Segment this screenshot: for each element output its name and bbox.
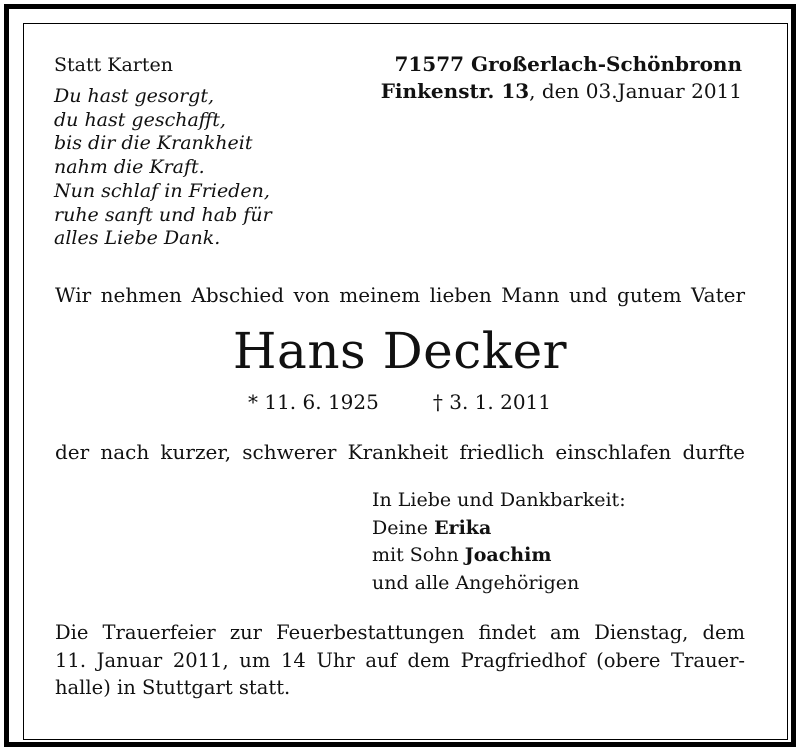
poem-line: ruhe sanft und hab für bbox=[54, 203, 272, 226]
address-block bbox=[381, 51, 742, 105]
address-date: , den 03.Januar 2011 bbox=[529, 79, 742, 103]
poem-line: Nun schlaf in Frieden, bbox=[54, 179, 270, 202]
signature-prefix: mit Sohn bbox=[372, 544, 465, 566]
statt-karten-label: Statt Karten bbox=[54, 54, 174, 76]
intro-text: Wir nehmen Abschied von meinem lieben Mann und gutem Vater bbox=[55, 283, 745, 307]
signature-block bbox=[372, 487, 626, 597]
poem-line: alles Liebe Dank. bbox=[54, 227, 221, 250]
passing-text: der nach kurzer, schwerer Krankheit friedlich einschlafen durfte bbox=[55, 440, 745, 464]
funeral-line: halle) in Stuttgart statt. bbox=[55, 676, 291, 699]
funeral-line: 11. Januar 2011, um 14 Uhr auf dem Pragfriedhof (obere Trauer- bbox=[55, 648, 745, 672]
signature-intro: In Liebe und Dankbarkeit: bbox=[372, 489, 626, 511]
funeral-line: Die Trauerfeier zur Feuerbestattungen findet am Dienstag, dem bbox=[55, 621, 745, 644]
address-city: 71577 Großerlach-Schönbronn bbox=[394, 52, 742, 76]
poem-line: du hast geschafft, bbox=[54, 108, 226, 131]
deceased-name: Hans Decker bbox=[232, 322, 568, 380]
signature-relatives: und alle Angehörigen bbox=[372, 571, 580, 594]
birth-date: * 11. 6. 1925 bbox=[248, 390, 379, 414]
signature-wife-name: Erika bbox=[434, 516, 492, 539]
funeral-info bbox=[55, 619, 745, 702]
poem-line: Du hast gesorgt, bbox=[54, 85, 215, 107]
life-dates bbox=[248, 390, 551, 414]
poem bbox=[54, 85, 272, 251]
death-date: † 3. 1. 2011 bbox=[432, 390, 551, 414]
signature-son-name: Joachim bbox=[464, 544, 552, 566]
poem-line: nahm die Kraft. bbox=[54, 156, 205, 179]
address-street: Finkenstr. 13 bbox=[380, 79, 530, 103]
poem-line: bis dir die Krankheit bbox=[54, 132, 253, 155]
signature-prefix: Deine bbox=[372, 516, 435, 539]
